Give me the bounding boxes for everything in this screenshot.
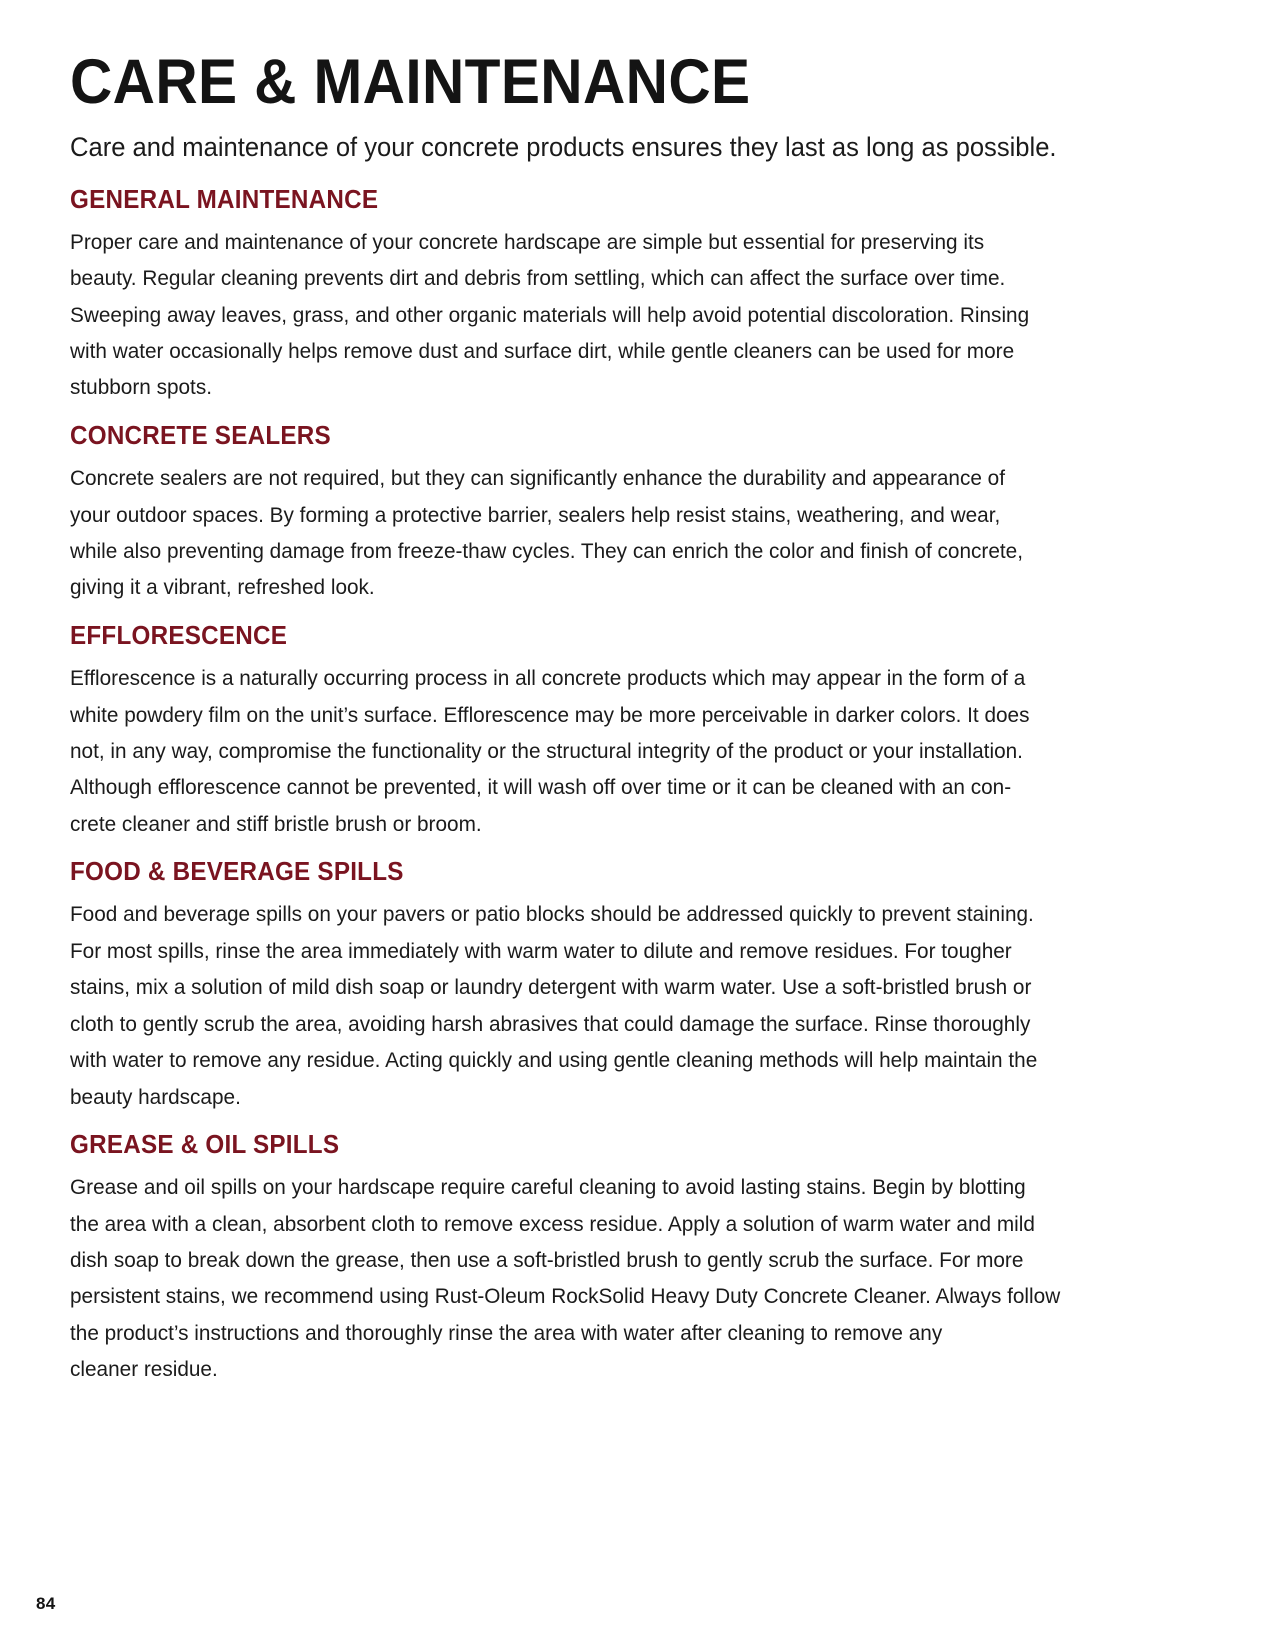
body-line: For most spills, rinse the area immediately with warm water to dilute and remove residues. For tougher	[70, 938, 1012, 963]
body-line: Proper care and maintenance of your concrete hardscape are simple but essential for preserving its	[70, 229, 985, 254]
page-number: 84	[36, 1594, 56, 1613]
body-line: with water occasionally helps remove dust and surface dirt, while gentle cleaners can be used for more	[70, 339, 1015, 364]
body-line: Concrete sealers are not required, but they can significantly enhance the durability and appearance of	[70, 466, 1005, 491]
body-line: Food and beverage spills on your pavers or patio blocks should be addressed quickly to prevent staining.	[70, 902, 1034, 927]
body-line: cleaner residue.	[70, 1357, 218, 1382]
body-line: your outdoor spaces. By forming a protective barrier, sealers help resist stains, weathering, and wear,	[70, 502, 1001, 527]
section-efflorescence	[70, 622, 1142, 842]
body-line: persistent stains, we recommend using Rust-Oleum RockSolid Heavy Duty Concrete Cleaner. Always follow	[70, 1284, 1061, 1309]
section-heading: EFFLORESCENCE	[70, 621, 288, 650]
body-line: beauty hardscape.	[70, 1084, 241, 1109]
body-line: with water to remove any residue. Acting quickly and using gentle cleaning methods will help maintain the	[70, 1048, 1038, 1073]
body-line: cloth to gently scrub the area, avoiding harsh abrasives that could damage the surface. Rinse thoroughly	[70, 1011, 1031, 1036]
body-line: the area with a clean, absorbent cloth to remove excess residue. Apply a solution of warm water and mild	[70, 1211, 1035, 1236]
body-line: dish soap to break down the grease, then use a soft-bristled brush to gently scrub the surface. For more	[70, 1248, 1024, 1273]
body-line: stubborn spots.	[70, 375, 212, 400]
body-line: stains, mix a solution of mild dish soap or laundry detergent with warm water. Use a soft-bristled brush or	[70, 975, 1032, 1000]
section-general-maintenance	[70, 186, 1142, 406]
body-line: Although efflorescence cannot be prevented, it will wash off over time or it can be cleaned with an con-	[70, 775, 1012, 800]
section-grease-oil-spills	[70, 1131, 1142, 1388]
body-line: giving it a vibrant, refreshed look.	[70, 575, 375, 600]
section-body	[70, 460, 1141, 606]
body-line: not, in any way, compromise the functionality or the structural integrity of the product or your installation.	[70, 738, 1023, 763]
body-line: Grease and oil spills on your hardscape require careful cleaning to avoid lasting stains. Begin by blotting	[70, 1175, 1026, 1200]
section-heading: GREASE & OIL SPILLS	[70, 1130, 340, 1159]
body-line: beauty. Regular cleaning prevents dirt and debris from settling, which can affect the surface over time.	[70, 266, 1006, 291]
section-body	[70, 660, 1141, 842]
section-heading: GENERAL MAINTENANCE	[70, 185, 379, 214]
page-title: CARE & MAINTENANCE	[70, 47, 751, 117]
body-line: crete cleaner and stiff bristle brush or broom.	[70, 811, 482, 836]
section-heading: CONCRETE SEALERS	[70, 421, 331, 450]
section-concrete-sealers	[70, 422, 1142, 606]
body-line: white powdery film on the unit’s surface. Efflorescence may be more perceivable in darker colors. It does	[70, 702, 1030, 727]
section-body	[70, 224, 1141, 406]
section-body	[70, 1169, 1141, 1387]
body-line: while also preventing damage from freeze-thaw cycles. They can enrich the color and finish of concrete,	[70, 539, 1023, 563]
page-subtitle: Care and maintenance of your concrete products ensures they last as long as possible.	[70, 131, 1057, 162]
body-line: the product’s instructions and thoroughly rinse the area with water after cleaning to remove any	[70, 1320, 943, 1345]
body-line: Efflorescence is a naturally occurring process in all concrete products which may appear in the form of a	[70, 666, 1026, 691]
section-body	[70, 896, 1141, 1114]
page-content	[70, 47, 1142, 1404]
body-line: Sweeping away leaves, grass, and other organic materials will help avoid potential discoloration. Rinsing	[70, 302, 1030, 327]
section-food-beverage-spills	[70, 858, 1142, 1115]
section-heading: FOOD & BEVERAGE SPILLS	[70, 858, 404, 887]
